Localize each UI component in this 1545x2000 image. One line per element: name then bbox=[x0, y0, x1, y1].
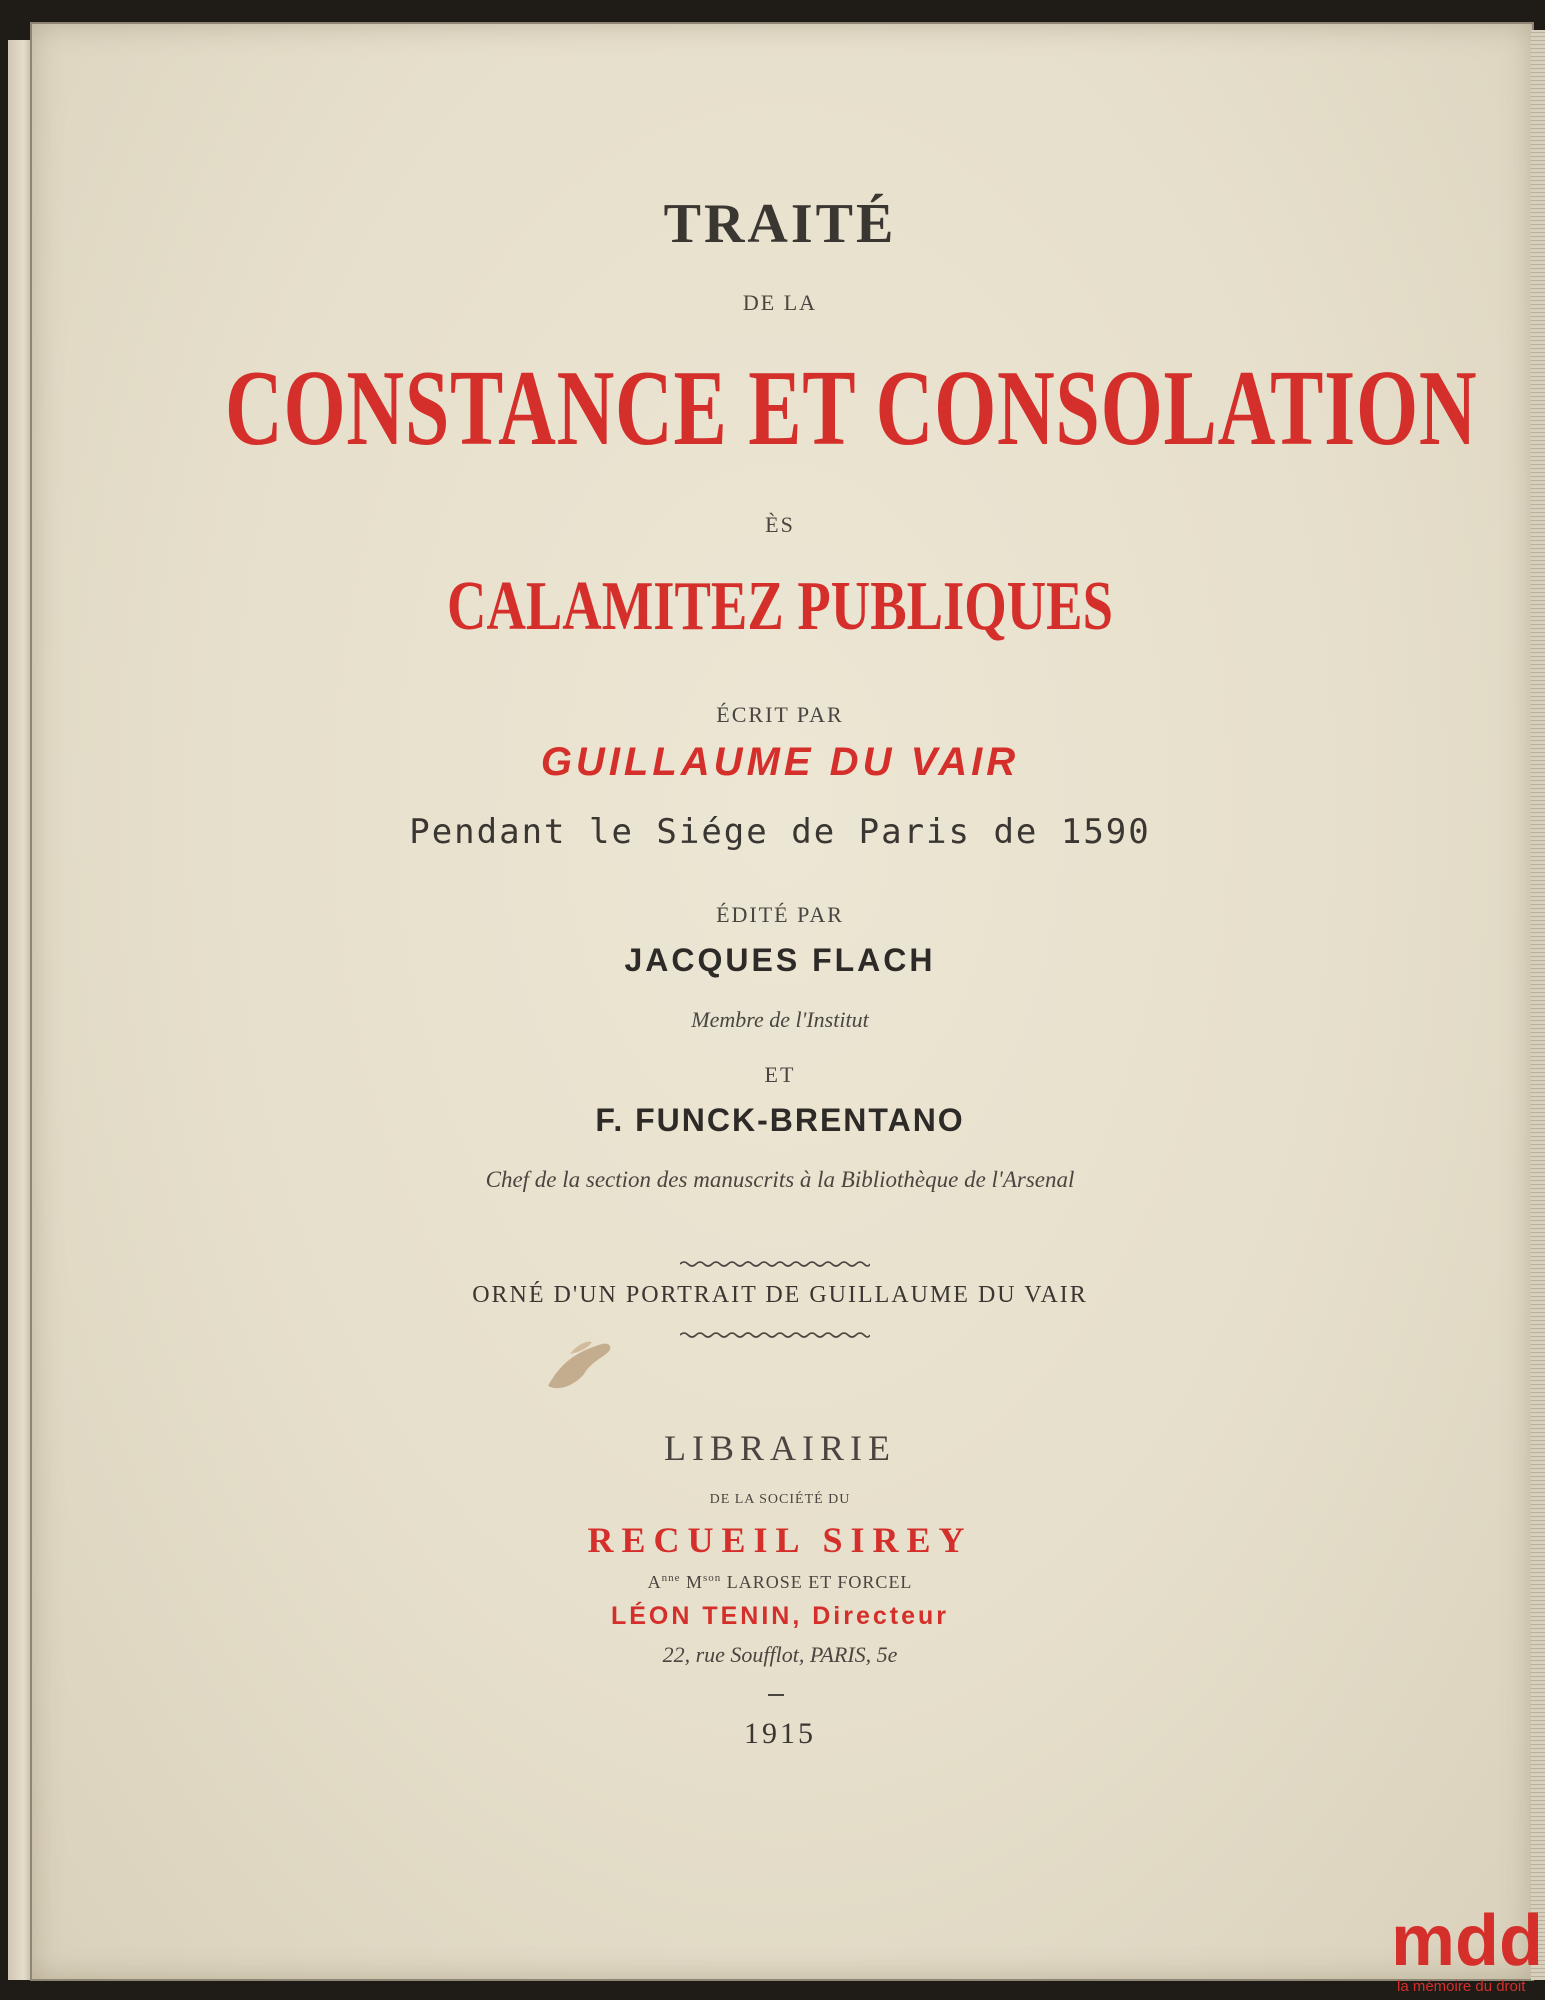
author-name: GUILLAUME DU VAIR bbox=[540, 740, 1020, 784]
ecrit-par: ÉCRIT PAR bbox=[716, 702, 844, 727]
subtitle: CALAMITEZ PUBLIQUES bbox=[447, 568, 1113, 645]
wavy-divider-top bbox=[680, 1259, 870, 1269]
title-de-la: DE LA bbox=[742, 290, 818, 315]
title-es: ÈS bbox=[765, 512, 795, 537]
publisher-house bbox=[30, 1572, 1530, 1593]
anne-sup-1: nne bbox=[661, 1572, 681, 1584]
main-title: CONSTANCE ET CONSOLATION bbox=[225, 349, 1478, 468]
publisher-director: LÉON TENIN, Directeur bbox=[610, 1602, 950, 1630]
author-note: Pendant le Siége de Paris de 1590 bbox=[409, 812, 1151, 852]
editor-1-name: JACQUES FLACH bbox=[624, 942, 936, 978]
publisher-address: 22, rue Soufflot, PARIS, 5e bbox=[662, 1642, 898, 1667]
mdd-watermark-logo bbox=[1385, 1895, 1545, 2000]
publisher-name: RECUEIL SIREY bbox=[587, 1520, 973, 1560]
title-traite: TRAITÉ bbox=[663, 193, 897, 255]
edite-par: ÉDITÉ PAR bbox=[716, 902, 844, 927]
paper-stain bbox=[540, 1334, 620, 1394]
wavy-divider-bottom bbox=[680, 1330, 870, 1340]
page-edge bbox=[1531, 30, 1545, 1980]
portrait-note: ORNÉ D'UN PORTRAIT DE GUILLAUME DU VAIR bbox=[472, 1282, 1088, 1308]
publication-year: 1915 bbox=[744, 1717, 816, 1750]
anne-prefix: A bbox=[647, 1572, 662, 1592]
editor-2-name: F. FUNCK-BRENTANO bbox=[595, 1102, 965, 1138]
logo-letters: mdd bbox=[1391, 1901, 1543, 1981]
address-dash bbox=[768, 1694, 784, 1696]
logo-caption: la mémoire du droit bbox=[1397, 1978, 1526, 1995]
anne-mid: M bbox=[680, 1572, 703, 1592]
librairie-label: LIBRAIRIE bbox=[664, 1428, 896, 1468]
societe-label: DE LA SOCIÉTÉ DU bbox=[709, 1492, 851, 1507]
et-conjunction: ET bbox=[764, 1062, 796, 1087]
anne-rest: LAROSE ET FORCEL bbox=[721, 1572, 913, 1592]
editor-2-title: Chef de la section des manuscrits à la Bibliothèque de l'Arsenal bbox=[485, 1167, 1075, 1192]
editor-1-title: Membre de l'Institut bbox=[691, 1007, 869, 1032]
anne-sup-2: son bbox=[702, 1572, 722, 1584]
